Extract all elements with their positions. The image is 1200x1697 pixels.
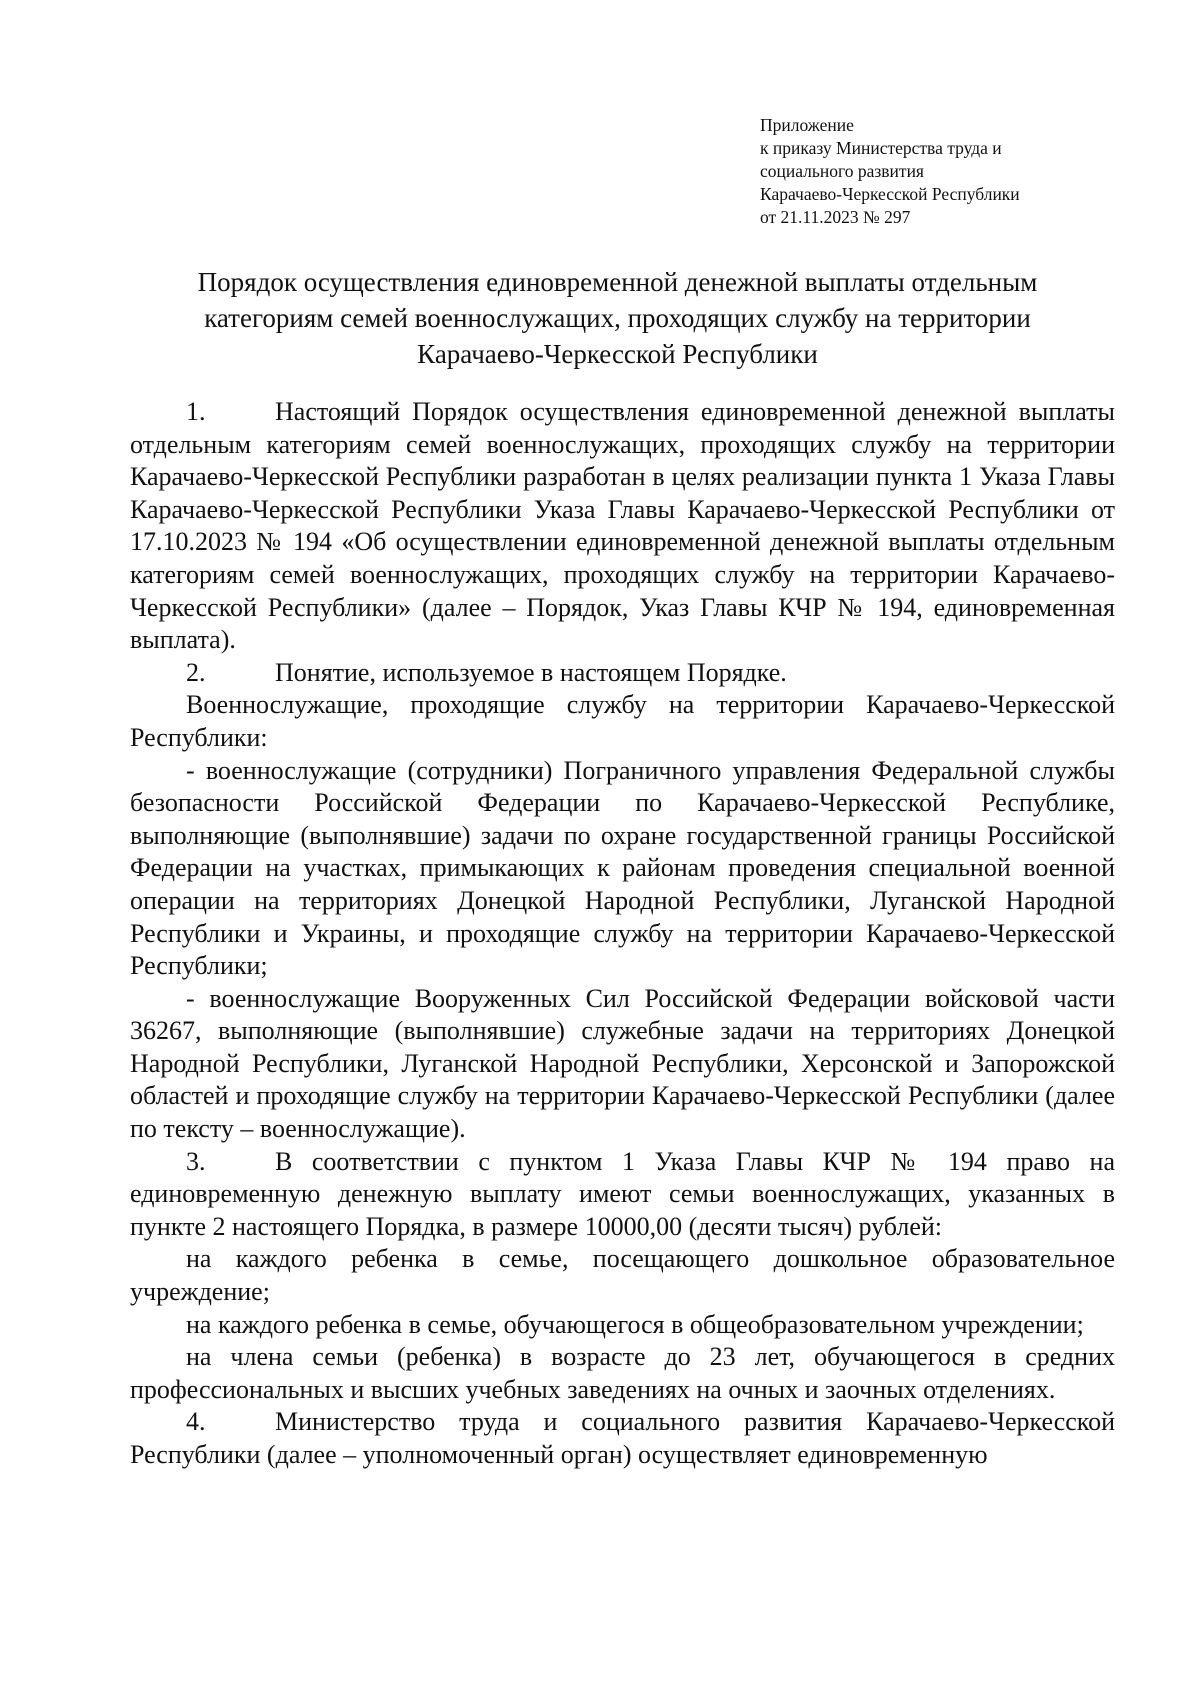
list-item: - военнослужащие (сотрудники) Пограничного управления Федеральной службы безопасности Российской Федерации по Карачаево-Черкесской Республике, выполняющие (выполнявшие) задачи по охране государственной границы Российской Федерации на участках, примыкающих к районам проведения специальной военной операции на территориях Донецкой Народной Республики, Луганской Народной Республики и Украины, и проходящие службу на территории Карачаево-Черкесской Республики; — [130, 755, 1115, 981]
annex-line: социального развития — [760, 161, 924, 181]
list-item: - военнослужащие Вооруженных Сил Российской Федерации войсковой части 36267, выполняющие (выполнявшие) служебные задачи на территориях Донецкой Народной Республики, Луганской Народной Республики, Херсонской и Запорожской областей и проходящие службу на территории Карачаево-Черкесской Республики (далее по тексту – военнослужащие). — [130, 983, 1115, 1144]
title-line: Карачаево-Черкесской Республики — [417, 339, 818, 369]
paragraph-text: Министерство труда и социального развития Карачаево-Черкесской Республики (далее – уполномоченный орган) осуществляет единовременную — [130, 1407, 1115, 1469]
paragraph-number: 2. — [186, 657, 206, 687]
document-body — [130, 396, 1115, 1472]
paragraph-4 — [130, 1406, 1115, 1471]
document-title — [120, 264, 1115, 372]
paragraph-text: Понятие, используемое в настоящем Порядке. — [275, 657, 787, 687]
list-item: на каждого ребенка в семье, обучающегося в общеобразовательном учреждении; — [186, 1309, 1084, 1339]
paragraph-number: 3. — [186, 1146, 206, 1176]
annex-line: к приказу Министерства труда и — [760, 138, 1002, 158]
annex-block — [760, 114, 1140, 229]
annex-line: Карачаево-Черкесской Республики — [760, 184, 1020, 204]
annex-line: Приложение — [760, 115, 854, 135]
paragraph-number: 4. — [186, 1407, 206, 1437]
title-line: категориям семей военнослужащих, проходящих службу на территории — [204, 303, 1031, 333]
paragraph-1 — [130, 396, 1115, 657]
paragraph-3 — [130, 1146, 1115, 1244]
definition-paragraph: Военнослужащие, проходящие службу на территории Карачаево-Черкесской Республики: — [130, 690, 1115, 752]
paragraph-text: Настоящий Порядок осуществления единовременной денежной выплаты отдельным категориям семей военнослужащих, проходящих службу на территории Карачаево-Черкесской Республики разработан в целях реализации пункта 1 Указа Главы Карачаево-Черкесской Республики Указа Главы Карачаево-Черкесской Республики от 17.10.2023 № 194 «Об осуществлении единовременной денежной выплаты отдельным категориям семей военнослужащих, проходящих службу на территории Карачаево-Черкесской Республики» (далее – Порядок, Указ Главы КЧР № 194, единовременная выплата). — [130, 397, 1115, 655]
paragraph-2 — [130, 657, 1115, 690]
paragraph-number: 1. — [186, 397, 206, 426]
paragraph-text: В соответствии с пунктом 1 Указа Главы КЧР № 194 право на единовременную денежную выплату имеют семьи военнослужащих, указанных в пункте 2 настоящего Порядка, в размере 10000,00 (десяти тысяч) рублей: — [130, 1146, 1115, 1241]
title-line: Порядок осуществления единовременной денежной выплаты отдельным — [197, 267, 1038, 297]
list-item: на каждого ребенка в семье, посещающего дошкольное образовательное учреждение; — [130, 1244, 1115, 1307]
list-item: на члена семьи (ребенка) в возрасте до 23 лет, обучающегося в средних профессиональных и высших учебных заведениях на очных и заочных отделениях. — [130, 1342, 1115, 1404]
annex-line: от 21.11.2023 № 297 — [760, 207, 911, 227]
